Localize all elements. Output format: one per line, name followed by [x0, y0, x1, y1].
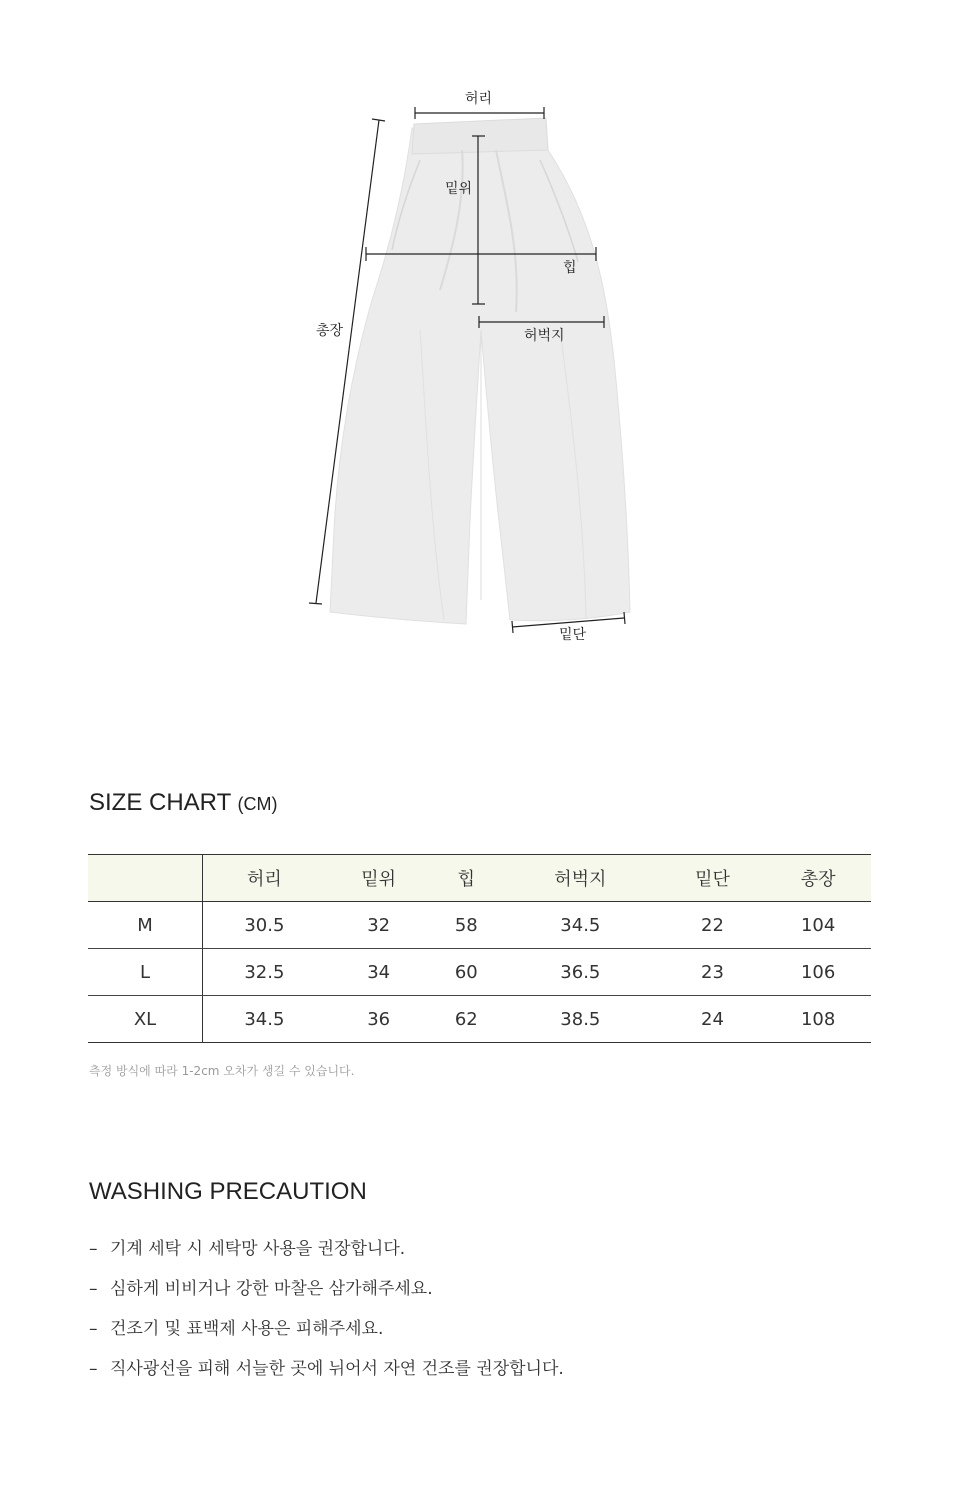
table-cell: 34.5	[203, 996, 326, 1043]
size-table-header-hem: 밑단	[660, 855, 766, 902]
table-cell: 36	[326, 996, 432, 1043]
rise-label: 밑위	[445, 181, 473, 197]
table-row	[88, 949, 871, 996]
hip-label: 힙	[563, 260, 577, 276]
table-cell: 106	[765, 949, 871, 996]
table-cell: 58	[431, 902, 501, 949]
list-item	[89, 1356, 564, 1396]
table-row	[88, 902, 871, 949]
size-cell: M	[88, 902, 203, 949]
size-table-header-corner	[88, 855, 203, 902]
pants-measurement-diagram	[0, 0, 960, 700]
measurement-note: 측정 방식에 따라 1-2cm 오차가 생길 수 있습니다.	[89, 1064, 355, 1078]
length-label: 총장	[316, 323, 344, 339]
washing-item-text: 심하게 비비거나 강한 마찰은 삼가해주세요.	[110, 1279, 433, 1299]
size-chart-unit: (CM)	[237, 794, 278, 814]
size-table-header-row	[88, 855, 871, 902]
size-table-header-rise: 밑위	[326, 855, 432, 902]
list-item	[89, 1276, 564, 1316]
size-table-header-waist: 허리	[203, 855, 326, 902]
table-cell: 22	[660, 902, 766, 949]
table-cell: 32.5	[203, 949, 326, 996]
table-cell: 108	[765, 996, 871, 1043]
thigh-label: 허벅지	[524, 328, 565, 344]
size-table-header-thigh: 허벅지	[501, 855, 660, 902]
table-cell: 34.5	[501, 902, 660, 949]
dash-bullet: –	[89, 1239, 98, 1259]
washing-item-text: 건조기 및 표백제 사용은 피해주세요.	[110, 1319, 384, 1339]
table-cell: 60	[431, 949, 501, 996]
hem-label: 밑단	[559, 627, 587, 643]
table-row	[88, 996, 871, 1043]
size-chart-title-text: SIZE CHART	[89, 789, 231, 816]
table-cell: 38.5	[501, 996, 660, 1043]
table-cell: 34	[326, 949, 432, 996]
dash-bullet: –	[89, 1319, 98, 1339]
dash-bullet: –	[89, 1279, 98, 1299]
washing-item-text: 직사광선을 피해 서늘한 곳에 뉘어서 자연 건조를 권장합니다.	[110, 1359, 564, 1379]
size-cell: L	[88, 949, 203, 996]
size-table-header-length: 총장	[765, 855, 871, 902]
table-cell: 23	[660, 949, 766, 996]
size-cell: XL	[88, 996, 203, 1043]
dash-bullet: –	[89, 1359, 98, 1379]
list-item	[89, 1316, 564, 1356]
size-table-header-hip: 힙	[431, 855, 501, 902]
table-cell: 32	[326, 902, 432, 949]
table-cell: 62	[431, 996, 501, 1043]
table-cell: 30.5	[203, 902, 326, 949]
table-cell: 104	[765, 902, 871, 949]
table-cell: 24	[660, 996, 766, 1043]
washing-title: WASHING PRECAUTION	[89, 1178, 367, 1205]
list-item	[89, 1236, 564, 1276]
washing-list	[89, 1236, 564, 1396]
washing-item-text: 기계 세탁 시 세탁망 사용을 권장합니다.	[110, 1239, 406, 1259]
table-cell: 36.5	[501, 949, 660, 996]
size-chart-title	[89, 789, 277, 817]
size-chart-table	[88, 854, 871, 1043]
waist-label: 허리	[465, 91, 493, 107]
